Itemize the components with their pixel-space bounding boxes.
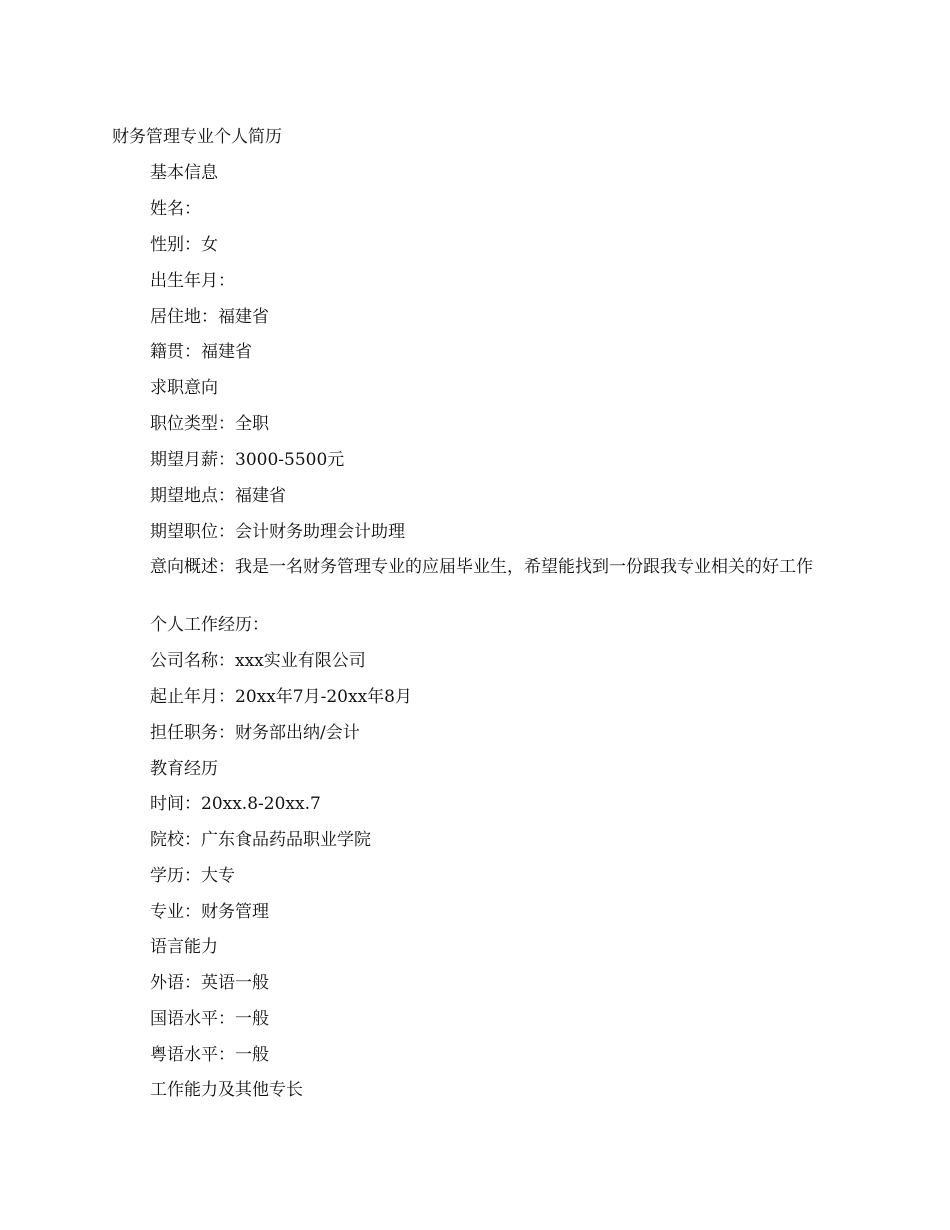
field-name: 姓名： [150, 199, 201, 219]
field-cantonese-level: 粤语水平：一般 [150, 1045, 269, 1065]
field-company-name: 公司名称：xxx实业有限公司 [150, 651, 366, 671]
field-expected-salary: 期望月薪：3000-5500元 [150, 450, 345, 470]
field-major: 专业：财务管理 [150, 902, 269, 922]
field-mandarin-level: 国语水平：一般 [150, 1009, 269, 1029]
field-expected-location: 期望地点：福建省 [150, 486, 286, 506]
field-school: 院校：广东食品药品职业学院 [150, 830, 371, 850]
field-gender: 性别：女 [150, 235, 218, 255]
field-degree: 学历：大专 [150, 866, 235, 886]
section-heading-work-experience: 个人工作经历： [150, 615, 269, 635]
document-title: 财务管理专业个人简历 [112, 127, 282, 147]
section-heading-education: 教育经历 [150, 759, 218, 779]
section-heading-basic-info: 基本信息 [150, 163, 218, 183]
field-education-period: 时间：20xx.8-20xx.7 [150, 794, 321, 814]
field-position-held: 担任职务：财务部出纳/会计 [150, 723, 360, 743]
section-heading-language: 语言能力 [150, 937, 218, 957]
field-job-type: 职位类型：全职 [150, 414, 269, 434]
field-work-period: 起止年月：20xx年7月-20xx年8月 [150, 687, 412, 707]
field-intent-summary: 意向概述：我是一名财务管理专业的应届毕业生，希望能找到一份跟我专业相关的好工作 [150, 557, 813, 577]
section-heading-skills: 工作能力及其他专长 [150, 1080, 303, 1100]
section-heading-job-intent: 求职意向 [150, 378, 218, 398]
field-birth-date: 出生年月： [150, 271, 235, 291]
field-residence: 居住地：福建省 [150, 307, 269, 327]
field-expected-position: 期望职位：会计财务助理会计助理 [150, 522, 405, 542]
field-native-place: 籍贯：福建省 [150, 342, 252, 362]
field-foreign-language: 外语：英语一般 [150, 973, 269, 993]
